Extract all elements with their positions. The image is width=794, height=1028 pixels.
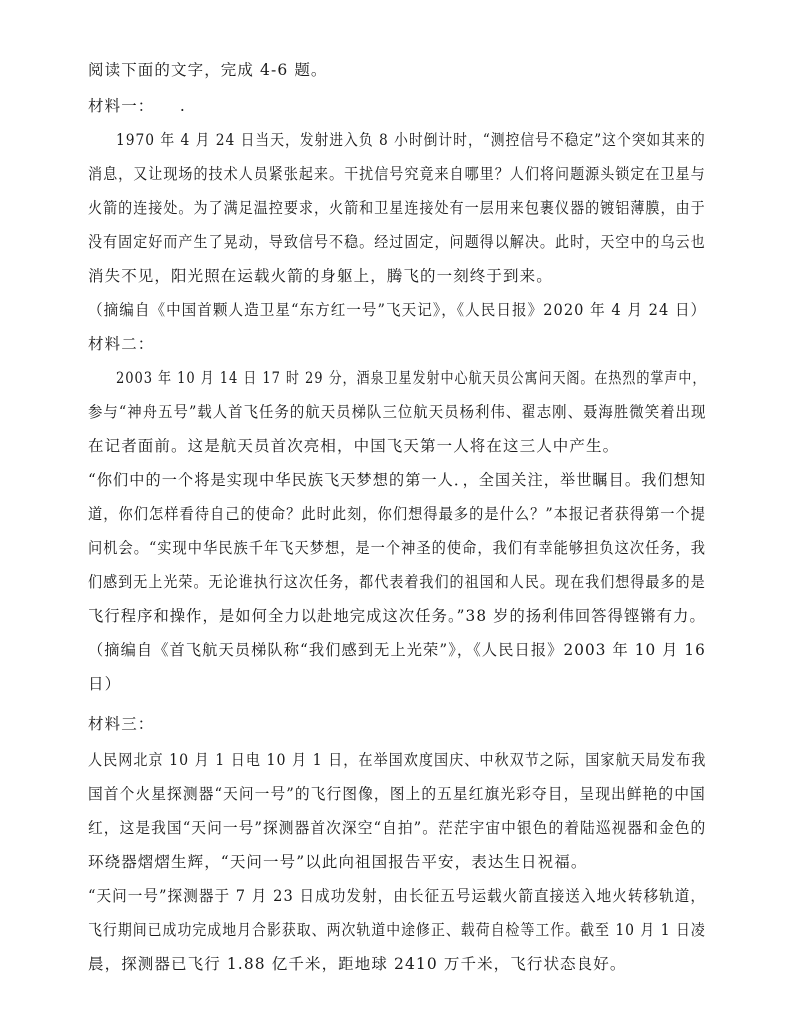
material-2-line: 道，你们怎样看待自己的使命？此时此刻，你们想得最多的是什么？”本报记者获得第一个提	[88, 505, 707, 523]
material-3-line: 晨，探测器已飞行 1.88 亿千米，距地球 2410 万千米，飞行状态良好。	[88, 955, 627, 973]
material-3-line: 国首个火星探测器“天问一号”的飞行图像，图上的五星红旗光彩夺目，呈现出鲜艳的中国	[88, 785, 706, 803]
material-3-line: 红，这是我国“天问一号”探测器首次深空“自拍”。茫茫宇宙中银色的着陆巡视器和金色的	[88, 819, 707, 837]
material-2-line: 飞行程序和操作，是如何全力以赴地完成这次任务。”38 岁的扬利伟回答得铿锵有力。	[88, 607, 706, 625]
material-2-heading: 材料二：	[88, 335, 155, 353]
material-1-heading: 材料一： .	[88, 97, 186, 115]
material-2-source: 日）	[88, 675, 122, 693]
material-2-source: （摘编自《首飞航天员梯队称“我们感到无上光荣”》，《人民日报》2003 年 10 月 16	[88, 641, 706, 659]
material-1-source: （摘编自《中国首颗人造卫星“东方红一号”飞天记》，《人民日报》2020 年 4 月 24 日）	[88, 301, 707, 319]
material-2-line: 2003 年 10 月 14 日 17 时 29 分，酒泉卫星发射中心航天员公寓问天阁。在热烈的掌声中，	[116, 369, 707, 387]
material-2-line: “你们中的一个将是实现中华民族飞天梦想的第一人．，全国关注，举世瞩目。我们想知	[88, 471, 707, 489]
material-2-line: 问机会。“实现中华民族千年飞天梦想，是一个神圣的使命，我们有幸能够担负这次任务，我	[88, 539, 707, 557]
material-3-line: 环绕器熠熠生辉，“天问一号”以此向祖国报告平安，表达生日祝福。	[88, 853, 588, 871]
intro-instruction: 阅读下面的文字，完成 4-6 题。	[88, 61, 328, 79]
material-3-line: 飞行期间已成功完成地月合影获取、两次轨道中途修正、载荷自检等工作。截至 10 月 1 日凌	[88, 921, 706, 939]
material-1-line: 消息，又让现场的技术人员紧张起来。干扰信号究竟来自哪里？人们将问题源头锁定在卫星与	[88, 165, 706, 183]
material-2-line: 们感到无上光荣。无论谁执行这次任务，都代表着我们的祖国和人民。现在我们想得最多的是	[88, 573, 706, 591]
material-1-line: 火箭的连接处。为了满足温控要求，火箭和卫星连接处有一层用来包裹仪器的镀铝薄膜，由于	[88, 199, 706, 217]
material-3-heading: 材料三：	[88, 715, 155, 733]
material-3-line: “天问一号”探测器于 7 月 23 日成功发射，由长征五号运载火箭直接送入地火转移轨道，	[88, 887, 707, 905]
material-2-line: 参与“神舟五号”载人首飞任务的航天员梯队三位航天员杨利伟、翟志刚、聂海胜微笑着出现	[88, 403, 707, 421]
material-1-line: 没有固定好而产生了晃动，导致信号不稳。经过固定，问题得以解决。此时，天空中的乌云也	[88, 233, 706, 251]
material-3-line: 人民网北京 10 月 1 日电 10 月 1 日，在举国欢度国庆、中秋双节之际，国家航天局发布我	[88, 751, 707, 769]
material-1-line: 消失不见，阳光照在运载火箭的身躯上，腾飞的一刻终于到来。	[88, 267, 553, 285]
material-2-line: 在记者面前。这是航天员首次亮相，中国飞天第一人将在这三人中产生。	[88, 437, 620, 455]
material-1-line: 1970 年 4 月 24 日当天，发射进入负 8 小时倒计时，“测控信号不稳定”这个突如其来的	[116, 131, 706, 149]
